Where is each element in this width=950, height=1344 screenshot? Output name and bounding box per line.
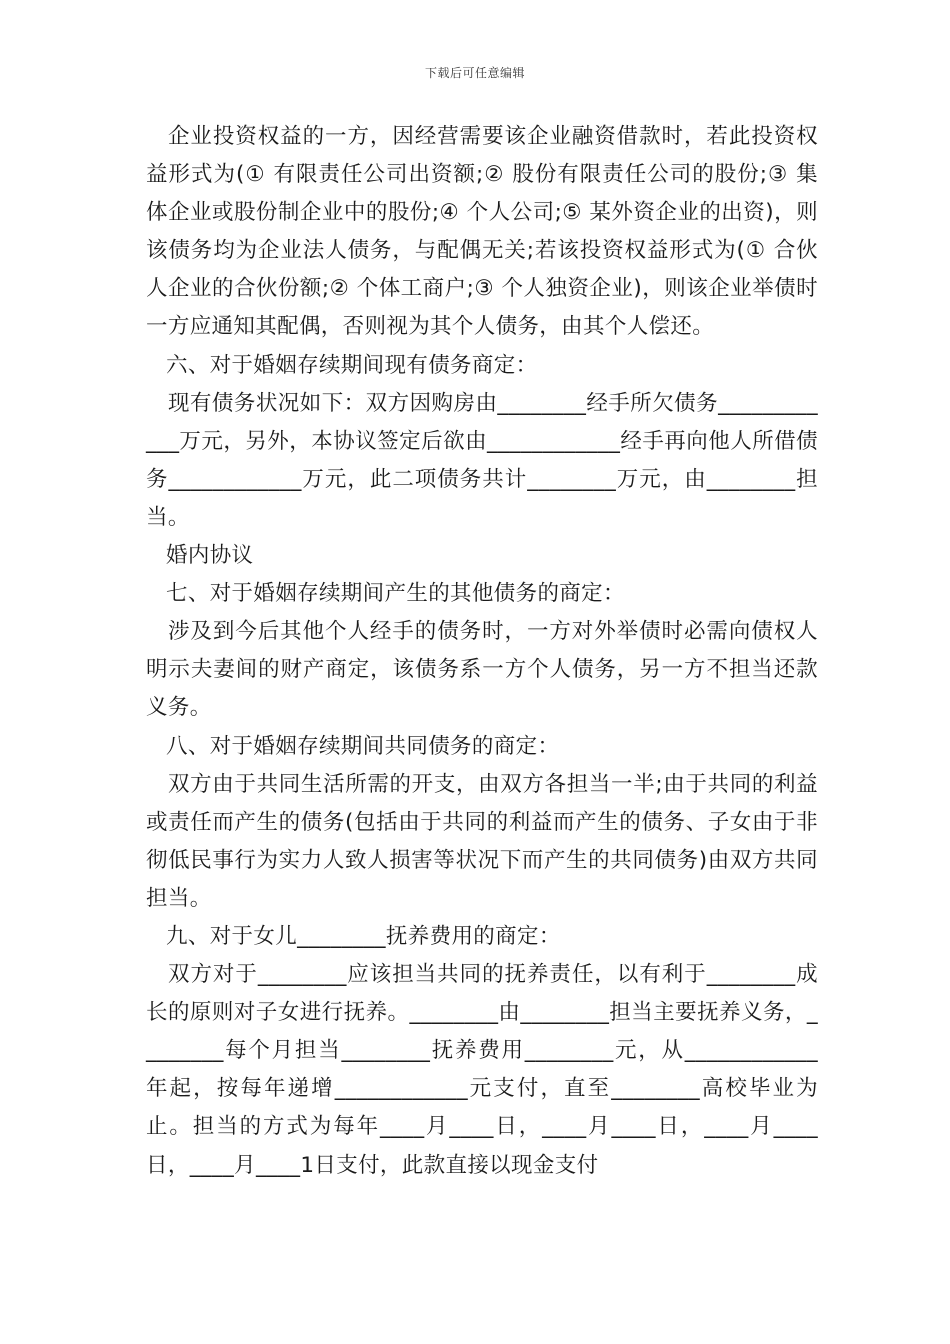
paragraph-other-debt: 涉及到今后其他个人经手的债务时，一方对外举债时必需向债权人明示夫妻间的财产商定，该债务系一方个人债务，另一方不担当还款义务。 [146,619,818,721]
paragraph-child-support: 双方对于________应该担当共同的抚养责任，以有利于________成长的原则对子女进行抚养。________由________担当主要抚养义务，________每个月担当________抚养费用________元，从____________年起，按每年递增____________元支付，直至________高校毕业为止。担当的方式为每年____月____日，____月____日，____月____日，____月____1日支付，此款直接以现金支付 [146,962,818,1178]
paragraph-joint-debt: 双方由于共同生活所需的开支，由双方各担当一半;由于共同的利益或责任而产生的债务(包括由于共同的利益而产生的债务、子女由于非彻低民事行为实力人致人损害等状况下而产生的共同债务)由双方共同担当。 [146,771,818,911]
paragraph-existing-debt: 现有债务状况如下：双方因购房由________经手所欠债务____________万元，另外，本协议签定后欲由____________经手再向他人所借债务____________万元，此二项债务共计________万元，由________担当。 [146,390,818,530]
paragraph-investment-debt: 企业投资权益的一方，因经营需要该企业融资借款时，若此投资权益形式为(① 有限责任公司出资额;② 股份有限责任公司的股份;③ 集体企业或股份制企业中的股份;④ 个人公司;⑤ 某外资企业的出资)，则该债务均为企业法人债务，与配偶无关;若该投资权益形式为(① 合伙人企业的合伙份额;② 个体工商户;③ 个人独资企业)，则该企业举债时一方应通知其配偶，否则视为其个人债务，由其个人偿还。 [146,124,818,340]
section-heading-existing-debt: 六、对于婚姻存续期间现有债务商定： [166,352,538,378]
section-heading-child-support: 九、对于女儿________抚养费用的商定： [166,923,561,949]
page-header: 下载后可任意编辑 [424,66,525,80]
section-heading-other-debt: 七、对于婚姻存续期间产生的其他债务的商定： [166,581,625,607]
section-heading-joint-debt: 八、对于婚姻存续期间共同债务的商定： [166,733,560,759]
document-body [146,118,818,1185]
section-label-marital-agreement: 婚内协议 [166,543,254,569]
